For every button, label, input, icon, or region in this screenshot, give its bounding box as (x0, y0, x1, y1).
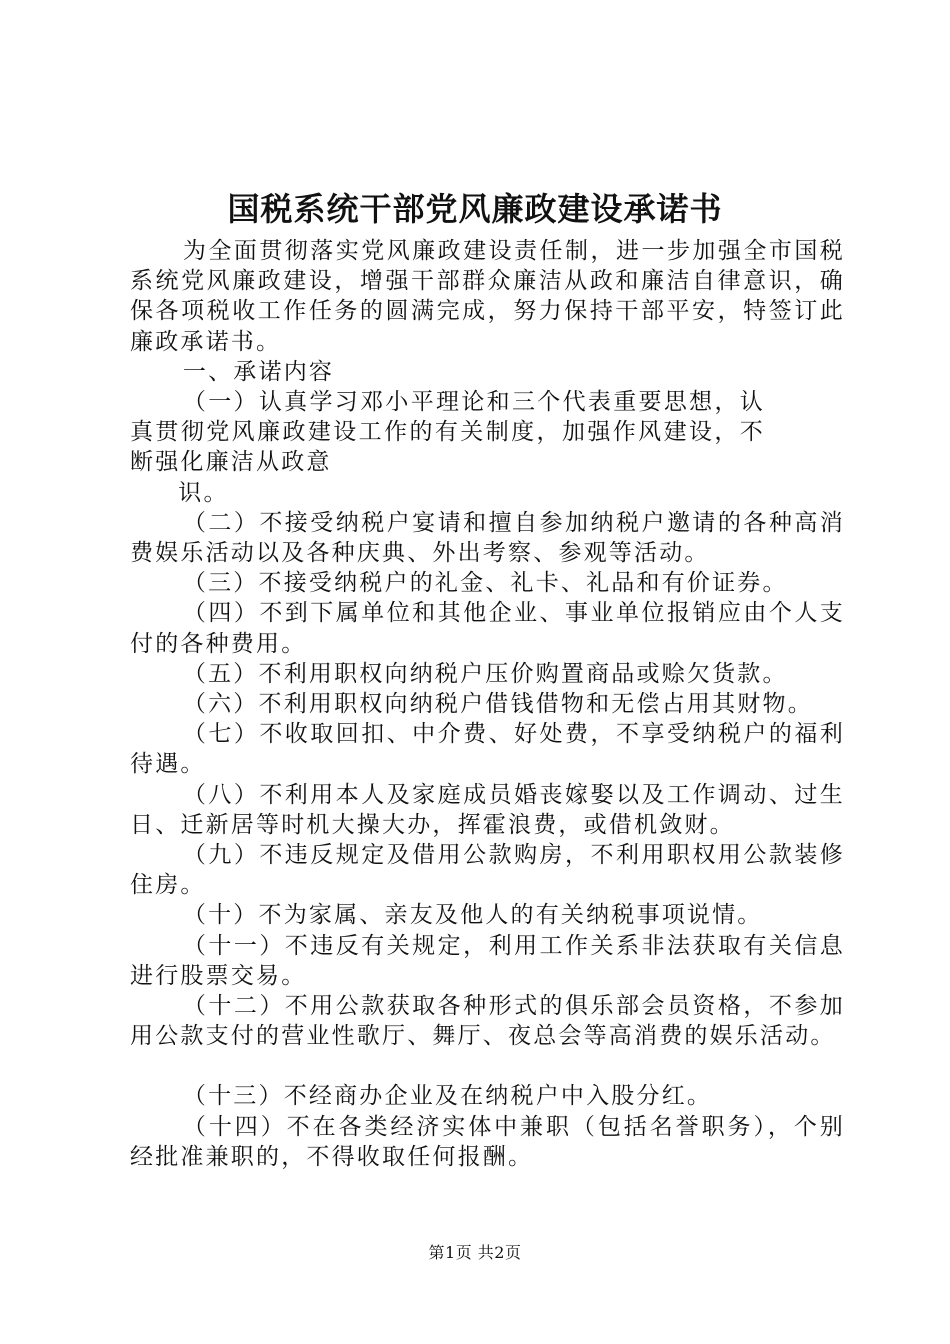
commitment-item-12: （十二）不用公款获取各种形式的俱乐部会员资格，不参加用公款支付的营业性歌厅、舞厅、夜总会等高消费的娱乐活动。 (130, 993, 845, 1050)
document-title: 国税系统干部党风廉政建设承诺书 (227, 190, 723, 228)
commitment-item-9: （九）不违反规定及借用公款购房，不利用职权用公款装修住房。 (130, 842, 845, 899)
commitment-item-14: （十四）不在各类经济实体中兼职（包括名誉职务），个别经批准兼职的，不得收取任何报酬。 (130, 1113, 845, 1170)
section-heading: 一、承诺内容 (182, 358, 335, 385)
commitment-item-5: （五）不利用职权向纳税户压价购置商品或赊欠货款。 (182, 660, 788, 687)
commitment-item-13: （十三）不经商办企业及在纳税户中入股分红。 (182, 1083, 713, 1110)
commitment-item-11: （十一）不违反有关规定，利用工作关系非法获取有关信息进行股票交易。 (130, 932, 845, 989)
paragraph-spacer (130, 1051, 845, 1081)
page-number-footer: 第1页 共2页 (428, 1243, 522, 1262)
commitment-item-7: （七）不收取回扣、中介费、好处费，不享受纳税户的福利待遇。 (130, 721, 845, 778)
commitment-item-1: （一）认真学习邓小平理论和三个代表重要思想，认真贯彻党风廉政建设工作的有关制度，加强作风建设，不断强化廉洁从政意 (130, 389, 765, 476)
commitment-item-8: （八）不利用本人及家庭成员婚丧嫁娶以及工作调动、过生日、迁新居等时机大操大办，挥霍浪费，或借机敛财。 (130, 781, 845, 838)
commitment-item-4: （四）不到下属单位和其他企业、事业单位报销应由个人支付的各种费用。 (130, 600, 845, 657)
commitment-item-6: （六）不利用职权向纳税户借钱借物和无偿占用其财物。 (182, 691, 813, 718)
commitment-item-3: （三）不接受纳税户的礼金、礼卡、礼品和有价证券。 (182, 570, 788, 597)
intro-paragraph: 为全面贯彻落实党风廉政建设责任制，进一步加强全市国税系统党风廉政建设，增强干部群众廉洁从政和廉洁自律意识，确保各项税收工作任务的圆满完成，努力保持干部平安，特签订此廉政承诺书。 (130, 238, 845, 355)
commitment-item-1-continuation: 识。 (178, 479, 229, 506)
commitment-item-10: （十）不为家属、亲友及他人的有关纳税事项说情。 (182, 902, 763, 929)
document-body (130, 236, 845, 1172)
commitment-item-2: （二）不接受纳税户宴请和擅自参加纳税户邀请的各种高消费娱乐活动以及各种庆典、外出考察、参观等活动。 (130, 509, 845, 567)
